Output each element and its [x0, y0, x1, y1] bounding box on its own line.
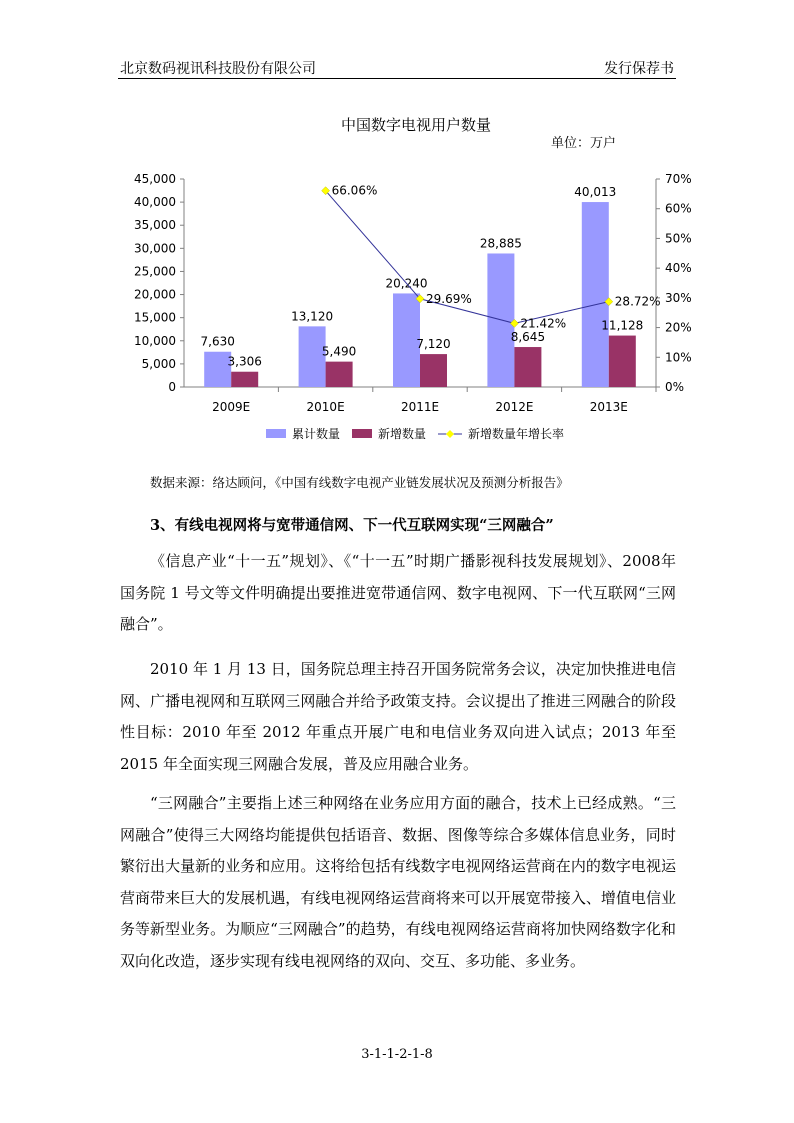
chart-unit-label: 单位：万户 [550, 136, 616, 151]
legend-label: 新增数量 [378, 427, 427, 441]
right-tick-label: 10% [665, 350, 692, 365]
paragraph-1: 《信息产业“十一五”规划》、《“十一五”时期广播影视科技发展规划》、2008年国务院 1 号文等文件明确提出要推进宽带通信网、数字电视网、下一代互联网“三网融合”。 [120, 552, 676, 633]
right-tick-label: 50% [665, 231, 692, 246]
legend-swatch [266, 429, 286, 438]
bar-new [420, 354, 447, 387]
header-company: 北京数码视讯科技股份有限公司 [120, 61, 316, 77]
right-tick-label: 60% [665, 201, 692, 216]
x-tick-label: 2009E [212, 400, 251, 414]
bar-data-label: 13,120 [291, 309, 334, 324]
left-tick-label: 10,000 [134, 333, 176, 348]
x-tick-label: 2011E [400, 400, 440, 414]
bar-data-label: 3,306 [227, 354, 262, 369]
right-tick-label: 70% [665, 172, 692, 186]
chart-source-note: 数据来源：络达顾问，《中国有线数字电视产业链发展状况及预测分析报告》 [150, 475, 569, 490]
right-tick-label: 20% [665, 320, 692, 335]
page-number: 3-1-1-2-1-8 [361, 1047, 433, 1062]
left-tick-label: 5,000 [141, 356, 176, 371]
bar-data-label: 7,630 [200, 334, 235, 349]
growth-rate-label: 28.72% [614, 294, 661, 309]
left-tick-label: 0 [168, 380, 176, 394]
digital-tv-users-chart [120, 108, 692, 460]
bar-new [231, 372, 258, 387]
section-title: 3、有线电视网将与宽带通信网、下一代互联网实现“三网融合” [150, 517, 554, 534]
chart-legend [266, 426, 564, 441]
header-doc-type: 发行保荐书 [604, 61, 674, 77]
bar-new [326, 362, 353, 387]
left-tick-label: 25,000 [134, 264, 176, 279]
bar-new [514, 347, 541, 387]
left-tick-label: 20,000 [134, 287, 176, 302]
left-tick-label: 30,000 [134, 241, 176, 256]
left-tick-label: 15,000 [134, 310, 176, 325]
legend-swatch [352, 429, 372, 438]
paragraph-3: “三网融合”主要指上述三种网络在业务应用方面的融合，技术上已经成熟。“三网融合”使得三大网络均能提供包括语音、数据、图像等综合多媒体信息业务，同时繁衍出大量新的业务和应用。这将给包括有线数字电视网络运营商在内的数字电视运营商带来巨大的发展机遇，有线电视网络运营商将来可以开展宽带接入、增值电信业务等新型业务。为顺应“三网融合”的趋势，有线电视网络运营商将加快网络数字化和双向化改造，逐步实现有线电视网络的双向、交互、多功能、多业务。 [120, 794, 676, 970]
bar-data-label: 8,645 [510, 330, 546, 345]
chart-title: 中国数字电视用户数量 [340, 116, 492, 134]
x-tick-label: 2012E [495, 400, 534, 414]
growth-rate-label: 66.06% [331, 183, 378, 198]
left-tick-label: 40,000 [134, 195, 176, 210]
bar-new [609, 336, 636, 387]
left-tick-label: 35,000 [134, 218, 176, 233]
right-tick-label: 30% [665, 290, 692, 305]
bar-data-label: 20,240 [385, 276, 428, 291]
x-tick-label: 2013E [589, 400, 628, 414]
legend-label: 累计数量 [292, 427, 341, 441]
bar-cumulative [582, 202, 609, 387]
legend-marker [446, 430, 454, 438]
x-tick-label: 2010E [306, 400, 345, 414]
right-tick-label: 0% [665, 380, 685, 394]
paragraph-2: 2010 年 1 月 13 日，国务院总理主持召开国务院常务会议，决定加快推进电信网、广播电视网和互联网三网融合并给予政策支持。会议提出了推进三网融合的阶段性目标：2010 年至 2012 年重点开展广电和电信业务双向进入试点；2013 年至 2015 年全面实现三网融合发展，普及应用融合业务。 [120, 660, 676, 773]
growth-rate-label: 29.69% [426, 291, 472, 306]
growth-rate-label: 21.42% [520, 316, 567, 331]
right-tick-label: 40% [665, 261, 692, 276]
bar-data-label: 40,013 [574, 185, 617, 200]
bar-data-label: 7,120 [416, 337, 451, 352]
bar-data-label: 11,128 [601, 318, 644, 333]
plot-area [134, 172, 692, 414]
page-header [118, 56, 676, 79]
bar-data-label: 28,885 [479, 236, 522, 251]
bar-data-label: 5,490 [321, 344, 357, 359]
legend-label: 新增数量年增长率 [468, 427, 565, 441]
left-tick-label: 45,000 [134, 172, 176, 186]
